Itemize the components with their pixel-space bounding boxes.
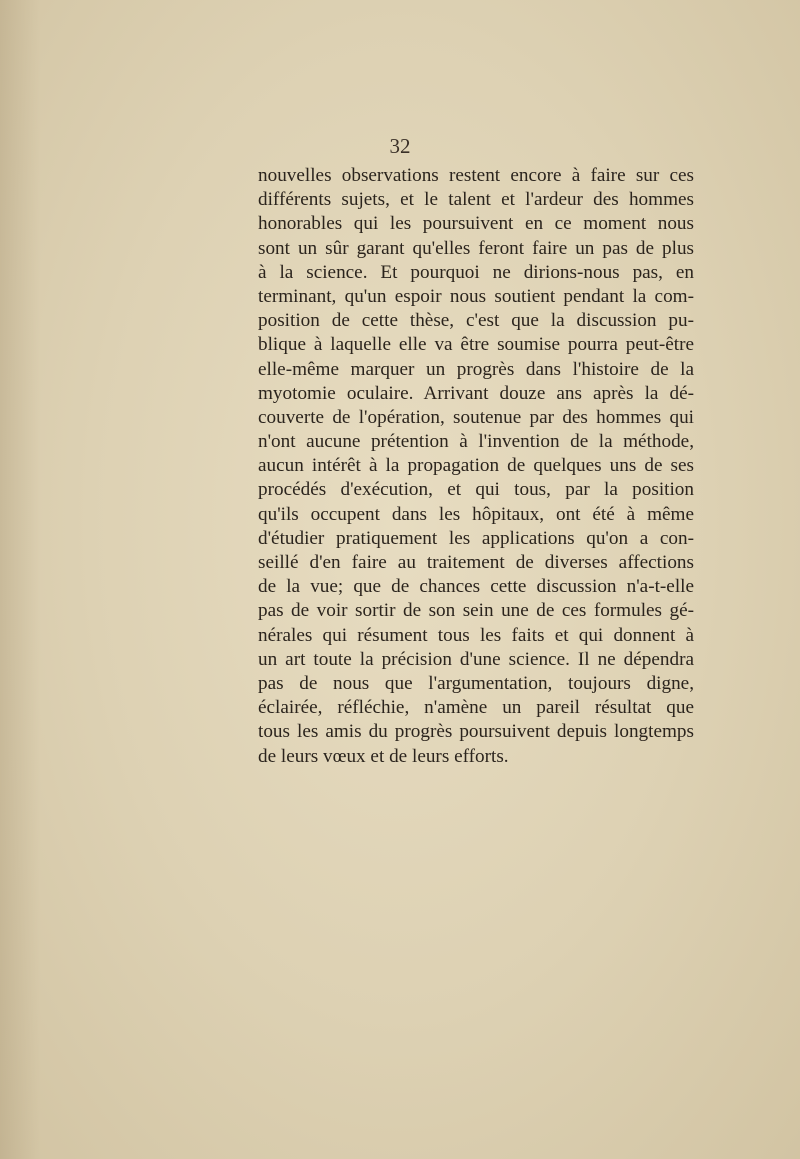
page-number: 32 [389, 134, 411, 158]
text-line: d'étudier pratiquement les applications qu'on a con- [258, 527, 694, 549]
text-line: terminant, qu'un espoir nous soutient pendant la com- [258, 285, 694, 307]
text-line: n'ont aucune prétention à l'invention de la méthode, [258, 431, 694, 453]
text-line: de leurs vœux et de leurs efforts. [258, 745, 509, 767]
text-line: pas de voir sortir de son sein une de ces formules gé- [258, 600, 694, 622]
text-line: blique à laquelle elle va être soumise pourra peut-être [258, 334, 694, 356]
text-line: pas de nous que l'argumentation, toujours digne, [258, 672, 694, 694]
text-line: procédés d'exécution, et qui tous, par la position [258, 479, 694, 501]
text-line: position de cette thèse, c'est que la discussion pu- [258, 310, 694, 332]
text-line: myotomie oculaire. Arrivant douze ans après la dé- [258, 382, 694, 404]
page-edge-shadow [0, 0, 40, 1159]
text-line: qu'ils occupent dans les hôpitaux, ont été à même [258, 503, 694, 525]
text-line: seillé d'en faire au traitement de diverses affections [258, 552, 694, 573]
text-line: nouvelles observations restent encore à faire sur ces [258, 165, 694, 186]
text-line: un art toute la précision d'une science. Il ne dépendra [258, 648, 694, 670]
body-text [258, 164, 694, 769]
text-line: différents sujets, et le talent et l'ardeur des hommes [258, 189, 694, 211]
text-line: couverte de l'opération, soutenue par des hommes qui [258, 406, 694, 428]
text-line: de la vue; que de chances cette discussion n'a-t-elle [258, 576, 694, 598]
text-line: aucun intérêt à la propagation de quelques uns de ses [258, 455, 694, 477]
text-line: nérales qui résument tous les faits et qui donnent à [258, 624, 694, 646]
text-line: à la science. Et pourquoi ne dirions-nous pas, en [258, 261, 694, 283]
text-line: sont un sûr garant qu'elles feront faire un pas de plus [258, 237, 694, 259]
text-line: éclairée, réfléchie, n'amène un pareil résultat que [258, 697, 694, 719]
text-line: elle-même marquer un progrès dans l'histoire de la [258, 358, 694, 380]
text-line: tous les amis du progrès poursuivent depuis longtemps [258, 721, 694, 743]
text-line: honorables qui les poursuivent en ce moment nous [258, 213, 694, 235]
